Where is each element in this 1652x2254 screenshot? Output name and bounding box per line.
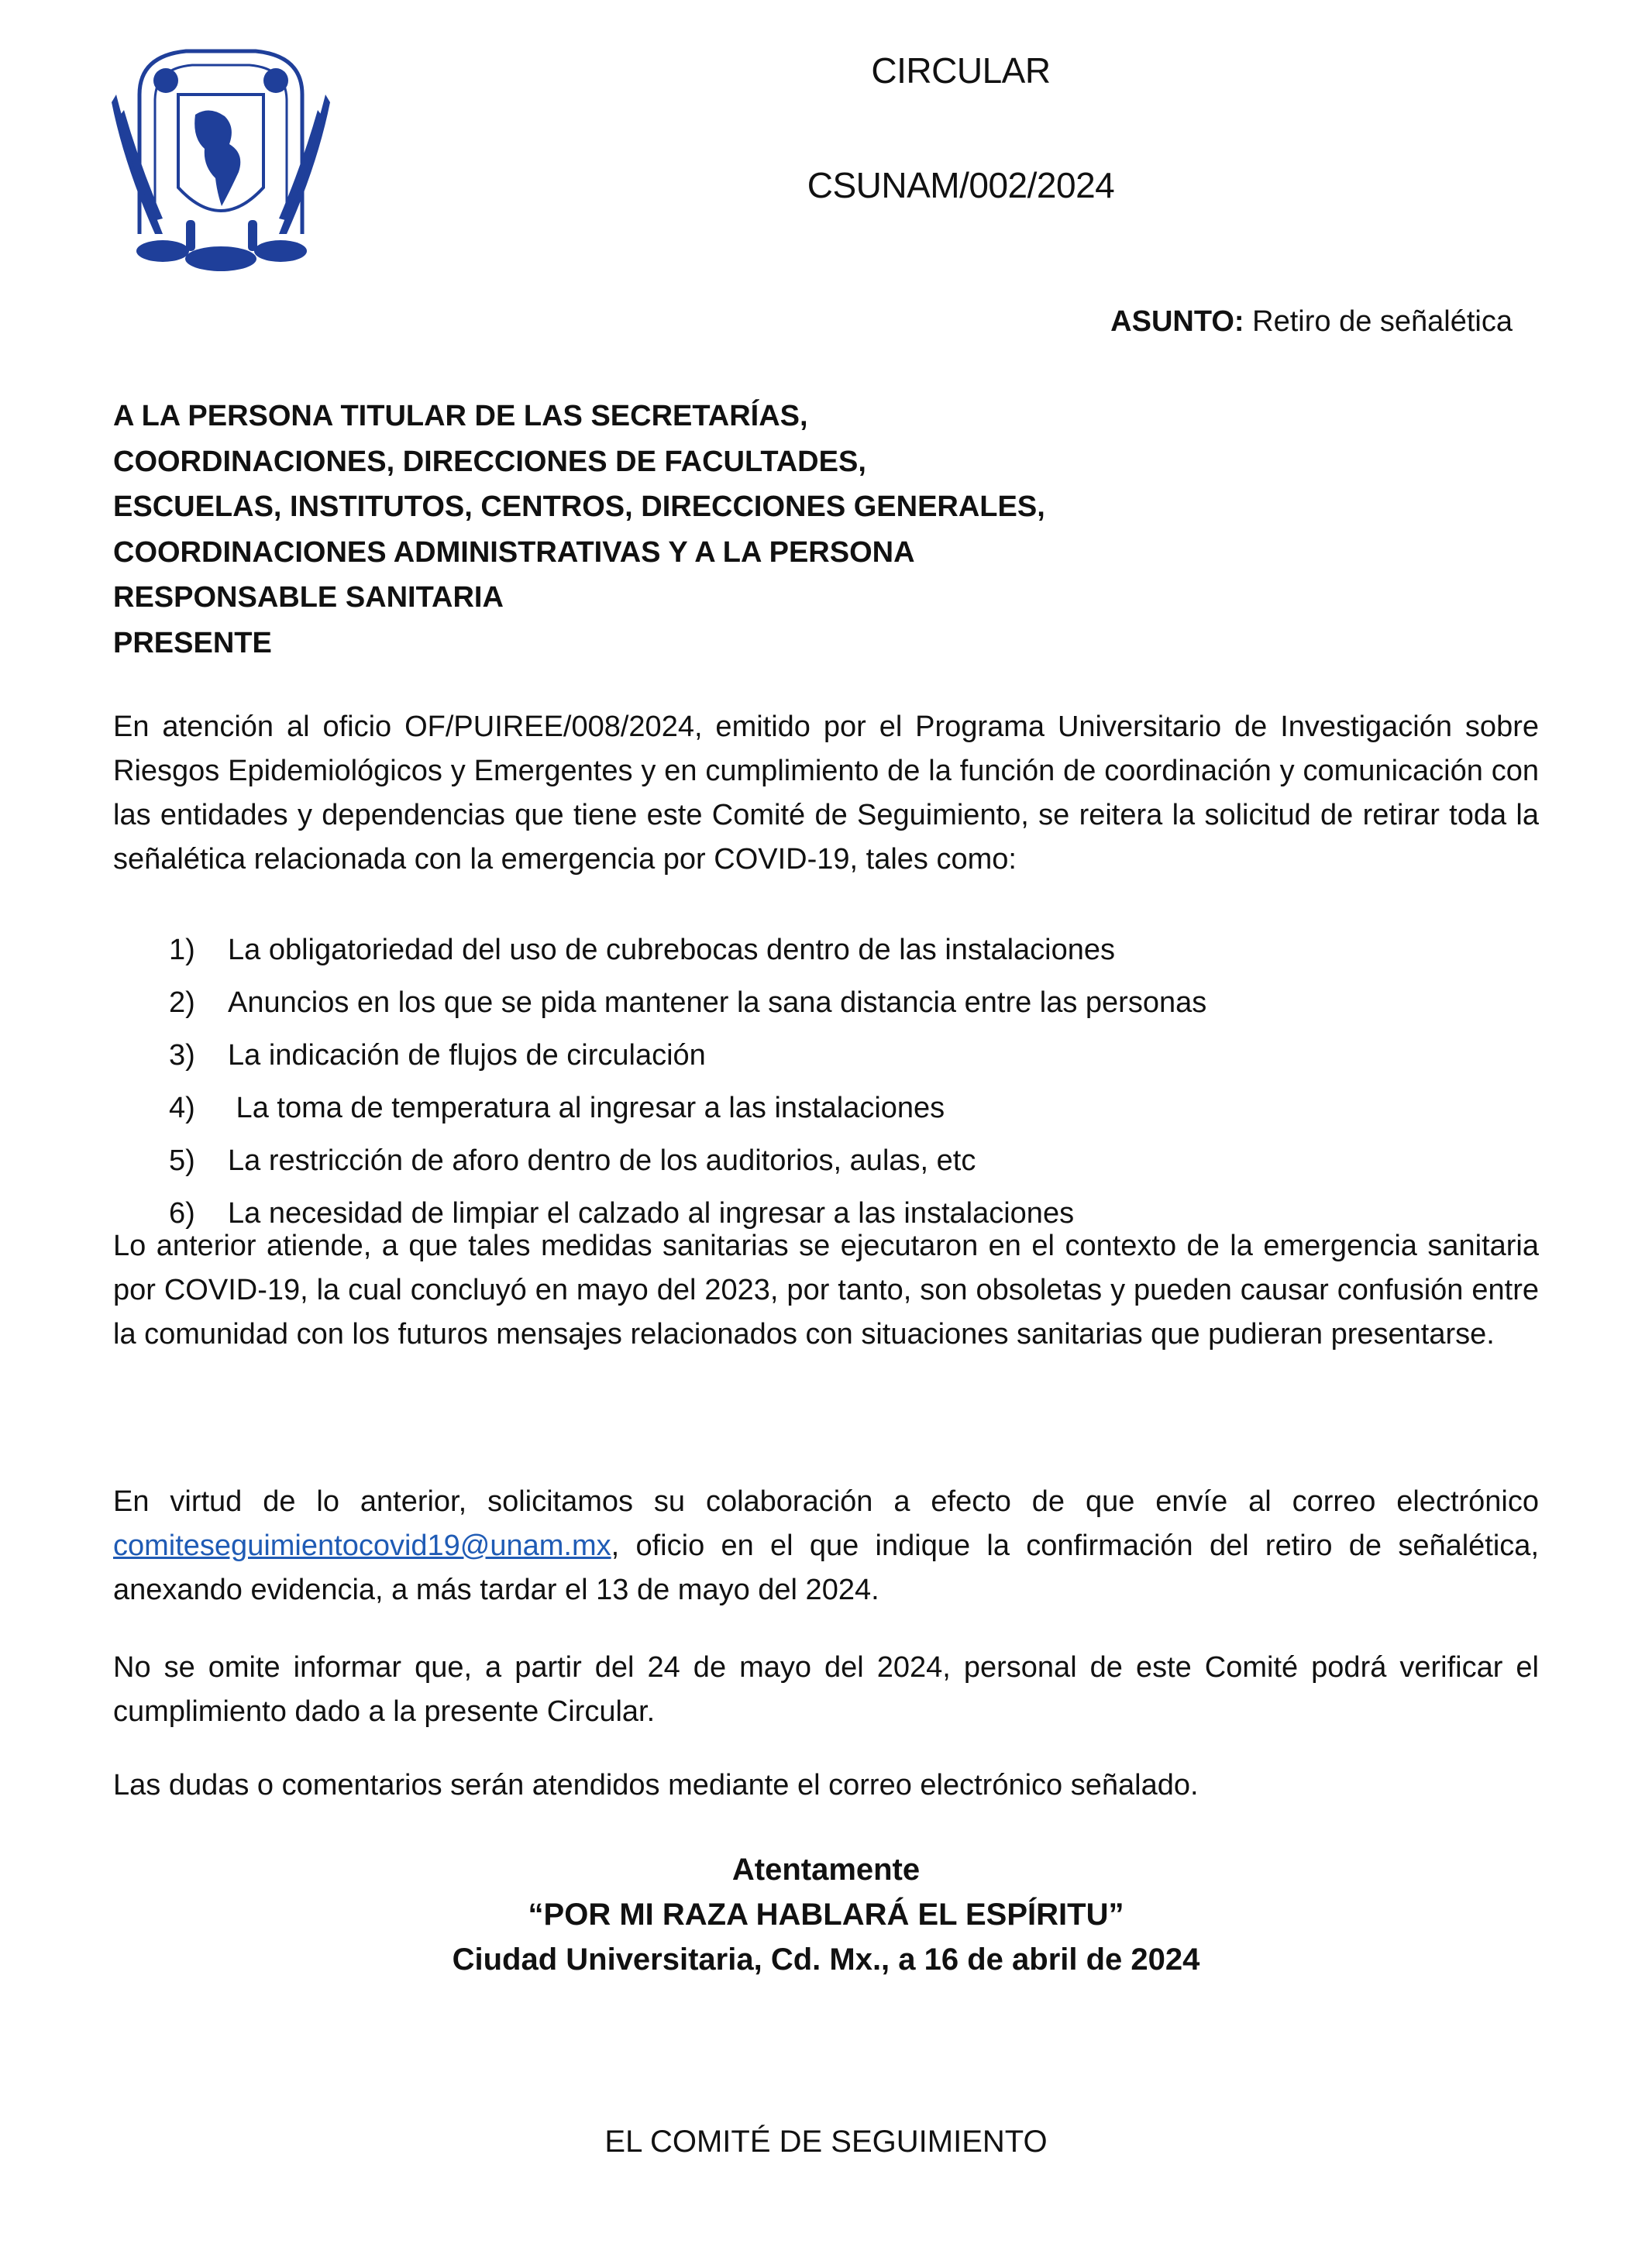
list-text: La necesidad de limpiar el calzado al ingresar a las instalaciones xyxy=(228,1197,1075,1230)
list-number: 1) xyxy=(169,934,195,966)
body-paragraph-2: Lo anterior atiende, a que tales medidas sanitarias se ejecutaron en el contexto de la emergencia sanitaria por COVID-19, la cual concluyó en mayo del 2023, por tanto, son obsoletas y pueden causar confusión entre la comunidad con los futuros mensajes relacionados con situaciones sanitarias que pudieran presentarse. xyxy=(113,1230,1539,1351)
addressee-line: COORDINACIONES, DIRECCIONES DE FACULTADES, xyxy=(113,445,866,478)
list-number: 5) xyxy=(169,1144,195,1177)
list-item xyxy=(169,1082,1206,1134)
unam-seal-logo xyxy=(108,40,333,280)
addressee-line: A LA PERSONA TITULAR DE LAS SECRETARÍAS, xyxy=(113,400,808,432)
signatory: EL COMITÉ DE SEGUIMIENTO xyxy=(604,2125,1048,2159)
list-number: 4) xyxy=(169,1092,195,1124)
list-number: 3) xyxy=(169,1039,195,1072)
addressee-line: COORDINACIONES ADMINISTRATIVAS Y A LA PERSONA xyxy=(113,535,915,569)
list-text: La indicación de flujos de circulación xyxy=(228,1039,706,1072)
addressee-block xyxy=(113,394,1198,666)
body-paragraph-1: En atención al oficio OF/PUIREE/008/2024, emitido por el Programa Universitario de Investigación sobre Riesgos Epidemiológicos y Emergentes y en cumplimiento de la función de coordinación y comunicación con las entidades y dependencias que tiene este Comité de Seguimiento, se reitera la solicitud de retirar toda la señalética relacionada con la emergencia por COVID-19, tales como: xyxy=(113,711,1539,876)
addressee-line: ESCUELAS, INSTITUTOS, CENTROS, DIRECCIONES GENERALES, xyxy=(113,490,1045,523)
list-number: 6) xyxy=(169,1197,195,1230)
list-text: La restricción de aforo dentro de los auditorios, aulas, etc xyxy=(228,1144,976,1177)
paragraph-text: En virtud de lo anterior, solicitamos su colaboración a efecto de que envíe al correo electrónico xyxy=(113,1485,1539,1518)
list-text: La obligatoriedad del uso de cubrebocas dentro de las instalaciones xyxy=(228,934,1116,966)
addressee-line: RESPONSABLE SANITARIA xyxy=(113,581,504,614)
list-item xyxy=(169,1134,1206,1187)
list-item xyxy=(169,924,1206,976)
signage-list xyxy=(169,924,1206,1240)
document-title: CIRCULAR xyxy=(871,50,1051,91)
email-link[interactable]: comiteseguimientocovid19@unam.mx xyxy=(113,1530,611,1562)
list-item xyxy=(169,976,1206,1029)
closing-salutation: Atentamente xyxy=(731,1853,921,1887)
body-paragraph-3 xyxy=(113,1480,1539,1612)
subject-text: Retiro de señalética xyxy=(1252,305,1513,338)
body-paragraph-5: Las dudas o comentarios serán atendidos mediante el correo electrónico señalado. xyxy=(113,1769,1199,1801)
document-reference: CSUNAM/002/2024 xyxy=(807,165,1115,205)
list-text: Anuncios en los que se pida mantener la sana distancia entre las personas xyxy=(228,986,1207,1019)
paragraph-text: , oficio en el que indique la confirmación del retiro de señalética, anexando evidencia, a más tardar el 13 de mayo del 2024. xyxy=(113,1530,1539,1606)
list-item xyxy=(169,1029,1206,1082)
addressee-line: PRESENTE xyxy=(113,626,272,659)
subject-label: ASUNTO: xyxy=(1110,305,1244,338)
list-number: 2) xyxy=(169,986,195,1019)
closing-block xyxy=(0,1847,1652,1982)
list-text: La toma de temperatura al ingresar a las instalaciones xyxy=(228,1092,945,1124)
closing-place-date: Ciudad Universitaria, Cd. Mx., a 16 de abril de 2024 xyxy=(452,1943,1200,1977)
closing-motto: “POR MI RAZA HABLARÁ EL ESPÍRITU” xyxy=(528,1898,1124,1932)
subject-line xyxy=(1110,305,1513,339)
body-paragraph-4: No se omite informar que, a partir del 24 de mayo del 2024, personal de este Comité podrá verificar el cumplimiento dado a la presente Circular. xyxy=(113,1651,1539,1728)
